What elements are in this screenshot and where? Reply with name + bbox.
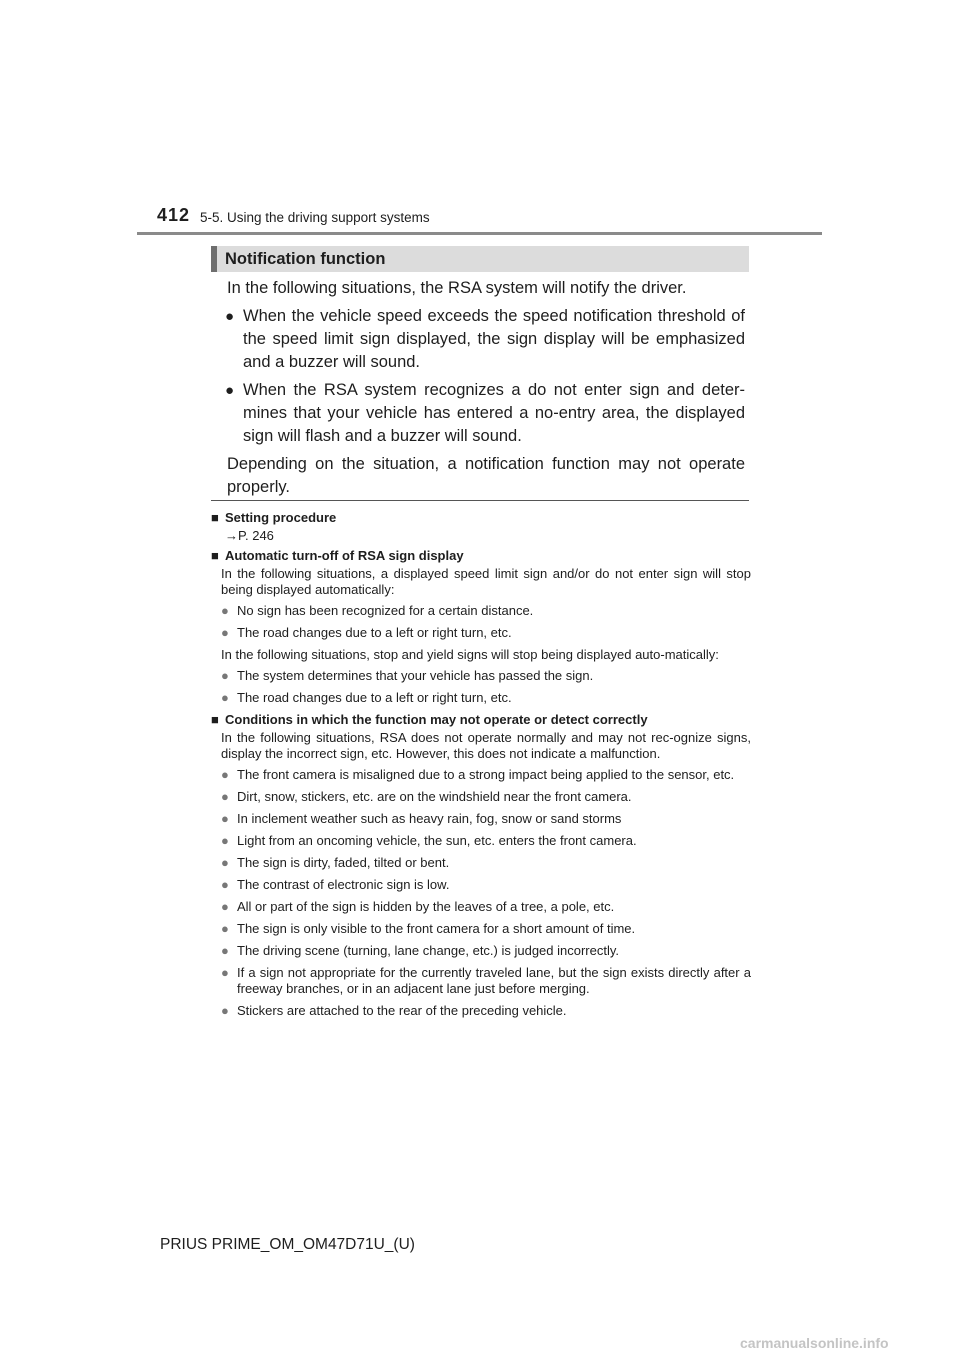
square-bullet-icon: ■ — [211, 510, 219, 525]
list-item-text: When the RSA system recognizes a do not enter sign and deter-mines that your vehicle has entered a no-entry area, the displayed sign will flash and a buzzer will sound. — [243, 381, 745, 445]
list-item-text: When the vehicle speed exceeds the speed notification threshold of the speed limit sign displayed, the sign display will be emphasized and a buzzer will sound. — [243, 307, 745, 371]
bullet-icon: ● — [221, 833, 229, 848]
page-reference-link[interactable]: →P. 246 — [225, 528, 274, 543]
list-item — [211, 855, 751, 871]
list-item-text: All or part of the sign is hidden by the leaves of a tree, a pole, etc. — [237, 899, 615, 914]
setting-procedure-heading — [211, 510, 751, 526]
list-item-text: The system determines that your vehicle has passed the sign. — [237, 668, 594, 683]
list-item-text: Stickers are attached to the rear of the preceding vehicle. — [237, 1003, 567, 1018]
bullet-icon: ● — [221, 789, 229, 804]
bullet-icon: ● — [221, 767, 229, 782]
intro-text: In the following situations, the RSA system will notify the driver. — [227, 279, 687, 297]
bullet-icon: ● — [221, 899, 229, 914]
box-divider — [211, 500, 749, 501]
square-bullet-icon: ■ — [211, 548, 219, 563]
bullet-icon: ● — [221, 668, 229, 683]
list-item-text: Light from an oncoming vehicle, the sun, etc. enters the front camera. — [237, 833, 637, 848]
list-item — [211, 921, 751, 937]
subhead-text: Conditions in which the function may not operate or detect correctly — [225, 712, 648, 727]
auto-turn-off-paragraph-1: In the following situations, a displayed speed limit sign and/or do not enter sign will stop being displayed automatically: — [221, 566, 751, 597]
bullet-icon: ● — [221, 965, 229, 980]
bullet-icon: ● — [221, 1003, 229, 1018]
list-item — [211, 943, 751, 959]
list-item-text: If a sign not appropriate for the currently traveled lane, but the sign exists directly after a freeway branches, or in an adjacent lane just before merging. — [237, 965, 751, 996]
list-item-text: The road changes due to a left or right turn, etc. — [237, 690, 512, 705]
notification-function-body — [227, 277, 745, 499]
list-item — [211, 965, 751, 997]
list-item-text: The contrast of electronic sign is low. — [237, 877, 450, 892]
watermark: carmanualsonline.info — [740, 1335, 889, 1351]
bullet-icon: ● — [225, 308, 235, 325]
list-item-text: The driving scene (turning, lane change, etc.) is judged incorrectly. — [237, 943, 620, 958]
notes-section — [211, 510, 751, 1025]
list-item-text: The front camera is misaligned due to a strong impact being applied to the sensor, etc. — [237, 767, 735, 782]
list-item — [211, 833, 751, 849]
header-divider — [137, 232, 822, 235]
list-item — [211, 877, 751, 893]
subhead-text: Automatic turn-off of RSA sign display — [225, 548, 464, 563]
bullet-icon: ● — [221, 625, 229, 640]
bullet-icon: ● — [221, 690, 229, 705]
page-number: 412 — [157, 205, 191, 225]
bullet-icon: ● — [221, 811, 229, 826]
auto-turn-off-heading — [211, 548, 751, 564]
list-item-text: In inclement weather such as heavy rain, fog, snow or sand storms — [237, 811, 622, 826]
bullet-icon: ● — [221, 877, 229, 892]
list-item-text: The road changes due to a left or right turn, etc. — [237, 625, 512, 640]
list-item — [211, 668, 751, 684]
section-title: 5-5. Using the driving support systems — [200, 210, 430, 225]
list-item — [211, 789, 751, 805]
square-bullet-icon: ■ — [211, 712, 219, 727]
bullet-icon: ● — [221, 943, 229, 958]
list-item-text: Dirt, snow, stickers, etc. are on the windshield near the front camera. — [237, 789, 632, 804]
list-item-text: The sign is dirty, faded, tilted or bent. — [237, 855, 450, 870]
document-footer: PRIUS PRIME_OM_OM47D71U_(U) — [160, 1236, 415, 1253]
conditions-heading — [211, 712, 751, 728]
list-item — [211, 811, 751, 827]
bullet-icon: ● — [221, 603, 229, 618]
list-item — [227, 305, 745, 374]
bullet-icon: ● — [225, 382, 235, 399]
list-item — [211, 1003, 751, 1019]
list-item — [211, 899, 751, 915]
list-item — [211, 603, 751, 619]
bullet-icon: ● — [221, 855, 229, 870]
list-item — [211, 625, 751, 641]
list-item — [211, 690, 751, 706]
conditions-paragraph: In the following situations, RSA does not operate normally and may not rec-ognize signs, display the incorrect sign, etc. However, this does not indicate a malfunction. — [221, 730, 751, 761]
list-item-text: The sign is only visible to the front camera for a short amount of time. — [237, 921, 636, 936]
list-item — [227, 379, 745, 448]
list-item-text: No sign has been recognized for a certain distance. — [237, 603, 534, 618]
auto-turn-off-paragraph-2: In the following situations, stop and yield signs will stop being displayed auto-matically: — [221, 647, 719, 662]
bullet-icon: ● — [221, 921, 229, 936]
subhead-text: Setting procedure — [225, 510, 337, 525]
closing-text: Depending on the situation, a notification function may not operate properly. — [227, 455, 745, 496]
notification-function-heading: Notification function — [211, 246, 749, 272]
list-item — [211, 767, 751, 783]
